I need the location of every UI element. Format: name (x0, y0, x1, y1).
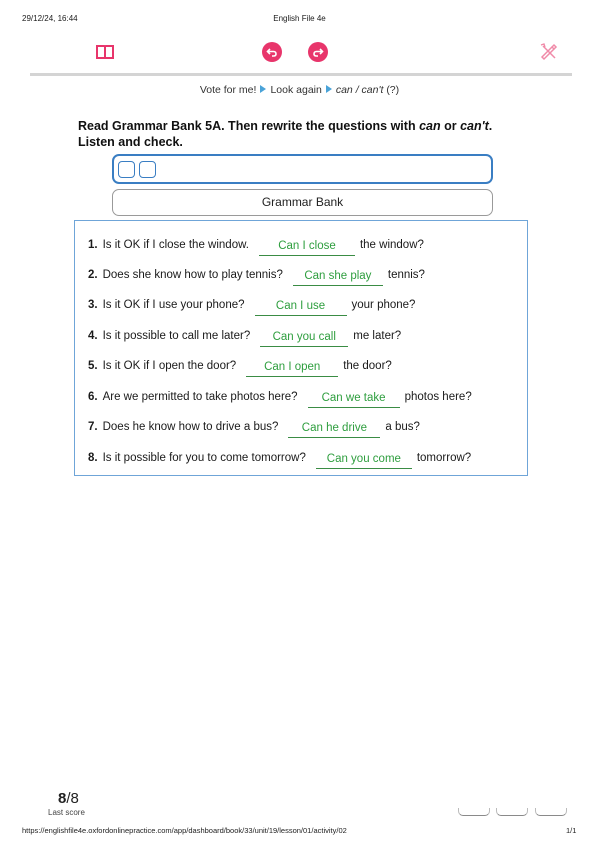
question-text: Is it possible to call me later? (102, 330, 251, 342)
answer-field[interactable]: Can you call (260, 331, 348, 347)
instruction-text (78, 118, 528, 150)
answer-field[interactable]: Can she play (293, 270, 383, 286)
score-label: Last score (48, 808, 85, 817)
score (58, 790, 79, 807)
question-text: Is it OK if I close the window. (102, 239, 249, 251)
questions-panel (74, 220, 528, 476)
breadcrumb-item[interactable]: Vote for me! (199, 84, 257, 96)
instruction-part: or (440, 119, 461, 133)
chevron-right-icon (260, 85, 266, 93)
question-number: 8. (88, 452, 98, 464)
question-number: 7. (88, 421, 98, 433)
print-title: English File 4e (273, 14, 326, 23)
question-text: Is it possible for you to come tomorrow? (102, 452, 306, 464)
question-number: 2. (88, 269, 98, 281)
answer-field[interactable]: Can we take (308, 392, 400, 408)
breadcrumb-suffix: (?) (386, 84, 400, 96)
question-number: 3. (88, 299, 98, 311)
question-number: 4. (88, 330, 98, 342)
footer-url: https://englishfile4e.oxfordonlinepractice.com/app/dashboard/book/33/unit/19/lesson/01/activity/02 (22, 826, 347, 835)
question-text-after: your phone? (351, 299, 416, 311)
play-button[interactable] (118, 161, 135, 178)
nav-button[interactable] (458, 808, 490, 816)
footer-page-number: 1/1 (566, 826, 577, 835)
question-text-after: tomorrow? (416, 452, 472, 464)
answer-field[interactable]: Can I use (255, 300, 347, 316)
nav-button[interactable] (496, 808, 528, 816)
instruction-part: Read Grammar Bank 5A. Then rewrite the questions with (78, 119, 420, 133)
instruction-part: . Listen and check. (78, 119, 493, 149)
question-number: 5. (88, 360, 98, 372)
question-row (88, 234, 424, 256)
instruction-cant: can't (460, 119, 489, 133)
stop-button[interactable] (139, 161, 156, 178)
undo-icon[interactable] (262, 42, 282, 62)
question-row (88, 416, 420, 438)
answer-field[interactable]: Can you come (316, 453, 412, 469)
question-number: 1. (88, 239, 98, 251)
print-date: 29/12/24, 16:44 (22, 14, 78, 23)
question-text: Does she know how to play tennis? (102, 269, 283, 281)
redo-icon[interactable] (308, 42, 328, 62)
question-number: 6. (88, 391, 98, 403)
question-text: Is it OK if I use your phone? (102, 299, 245, 311)
question-text: Does he know how to drive a bus? (102, 421, 279, 433)
question-text-after: a bus? (385, 421, 420, 433)
answer-field[interactable]: Can I close (259, 240, 355, 256)
question-text-after: tennis? (387, 269, 425, 281)
answer-field[interactable]: Can I open (246, 361, 338, 377)
audio-player (112, 154, 493, 184)
question-row (88, 386, 472, 408)
answer-field[interactable]: Can he drive (288, 422, 380, 438)
grammar-bank-button[interactable]: Grammar Bank (112, 189, 493, 216)
question-text: Is it OK if I open the door? (102, 360, 237, 372)
book-icon[interactable] (94, 42, 116, 62)
tools-icon[interactable] (538, 41, 560, 63)
question-row (88, 264, 425, 286)
instruction-can: can (419, 119, 441, 133)
score-total: /8 (66, 790, 79, 807)
score-value: 8 (58, 790, 67, 807)
breadcrumb (0, 84, 599, 96)
question-row (88, 355, 392, 377)
question-text-after: photos here? (404, 391, 472, 403)
breadcrumb-item[interactable]: Look again (270, 84, 322, 96)
question-text-after: the window? (359, 239, 424, 251)
question-row (88, 325, 401, 347)
nav-button[interactable] (535, 808, 567, 816)
question-text: Are we permitted to take photos here? (102, 391, 298, 403)
question-row (88, 294, 415, 316)
question-row (88, 447, 471, 469)
breadcrumb-item-current: can / can't (335, 84, 384, 96)
chevron-right-icon (326, 85, 332, 93)
question-text-after: me later? (353, 330, 402, 342)
toolbar (30, 32, 572, 76)
question-text-after: the door? (343, 360, 392, 372)
